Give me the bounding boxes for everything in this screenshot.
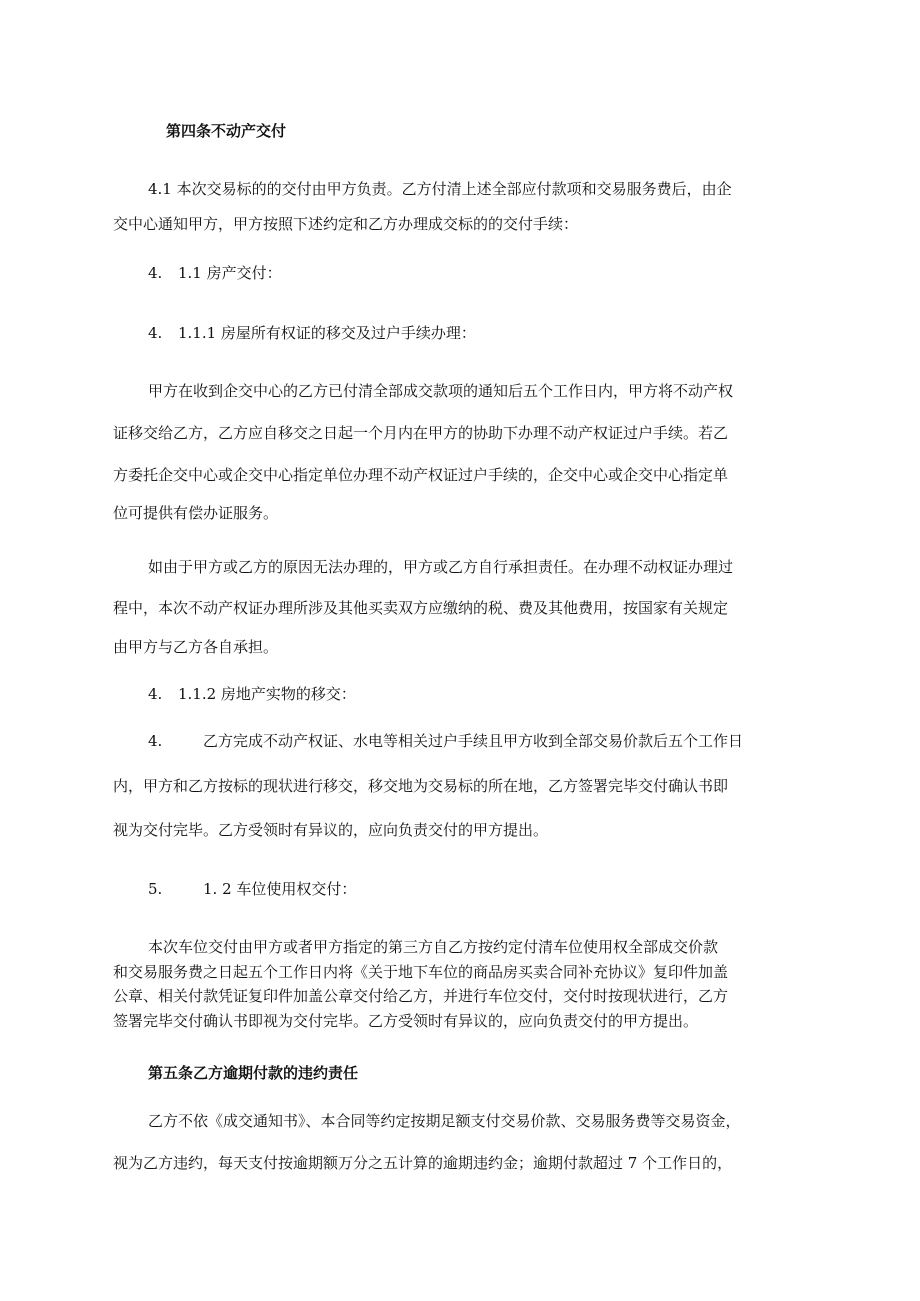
section-5-title: 第五条乙方逾期付款的违约责任	[148, 1064, 359, 1082]
paragraph-line: 4.1 本次交易标的的交付由甲方负责。乙方付清上述全部应付款项和交易服务费后，由企	[148, 180, 732, 198]
paragraph-line: 公章、相关付款凭证复印件加盖公章交付给乙方，并进行车位交付，交付时按现状进行，乙方	[113, 987, 729, 1005]
paragraph-line: 乙方不依《成交通知书》、本合同等约定按期足额支付交易价款、交易服务费等交易资金，	[148, 1112, 741, 1130]
paragraph-line: 内，甲方和乙方按标的现状进行移交，移交地为交易标的所在地，乙方签署完毕交付确认书即	[113, 777, 729, 795]
paragraph-line: 方委托企交中心或企交中心指定单位办理不动产权证过户手续的，企交中心或企交中心指定单	[113, 466, 729, 484]
paragraph-line: 由甲方与乙方各自承担。	[113, 638, 279, 656]
paragraph-line: 乙方完成不动产权证、水电等相关过户手续且甲方收到全部交易价款后五个工作日	[203, 732, 744, 750]
item-number: 5.	[148, 880, 163, 898]
paragraph-line: 本次车位交付由甲方或者甲方指定的第三方自乙方按约定付清车位使用权全部成交价款	[148, 938, 719, 956]
paragraph-line: 如由于甲方或乙方的原因无法办理的，甲方或乙方自行承担责任。在办理不动权证办理过	[148, 558, 734, 576]
item-number: 4.	[148, 324, 163, 342]
paragraph-line: 和交易服务费之日起五个工作日内将《关于地下车位的商品房买卖合同补充协议》复印件加盖	[113, 963, 729, 981]
item-number: 4.	[148, 732, 163, 750]
paragraph-line: 签署完毕交付确认书即视为交付完毕。乙方受领时有异议的，应向负责交付的甲方提出。	[113, 1012, 699, 1030]
paragraph-line: 程中，本次不动产权证办理所涉及其他买卖双方应缴纳的税、费及其他费用，按国家有关规定	[113, 599, 729, 617]
paragraph-line: 交中心通知甲方，甲方按照下述约定和乙方办理成交标的的交付手续：	[113, 215, 579, 233]
item-text: 1. 2 车位使用权交付：	[203, 880, 357, 898]
paragraph-line: 证移交给乙方，乙方应自移交之日起一个月内在甲方的协助下办理不动产权证过户手续。若乙	[113, 424, 729, 442]
item-number: 4.	[148, 264, 163, 282]
item-text: 1.1.2 房地产实物的移交：	[178, 685, 356, 703]
paragraph-line: 位可提供有偿办证服务。	[113, 504, 279, 522]
paragraph-line: 视为乙方违约，每天支付按逾期额万分之五计算的逾期违约金；逾期付款超过 7 个工作日的，	[113, 1154, 733, 1172]
paragraph-line: 甲方在收到企交中心的乙方已付清全部成交款项的通知后五个工作日内，甲方将不动产权	[148, 382, 734, 400]
item-text: 1.1 房产交付：	[178, 264, 282, 282]
paragraph-line: 视为交付完毕。乙方受领时有异议的，应向负责交付的甲方提出。	[113, 821, 549, 839]
item-text: 1.1.1 房屋所有权证的移交及过户手续办理：	[178, 324, 476, 342]
item-number: 4.	[148, 685, 163, 703]
section-4-title: 第四条不动产交付	[166, 122, 287, 140]
